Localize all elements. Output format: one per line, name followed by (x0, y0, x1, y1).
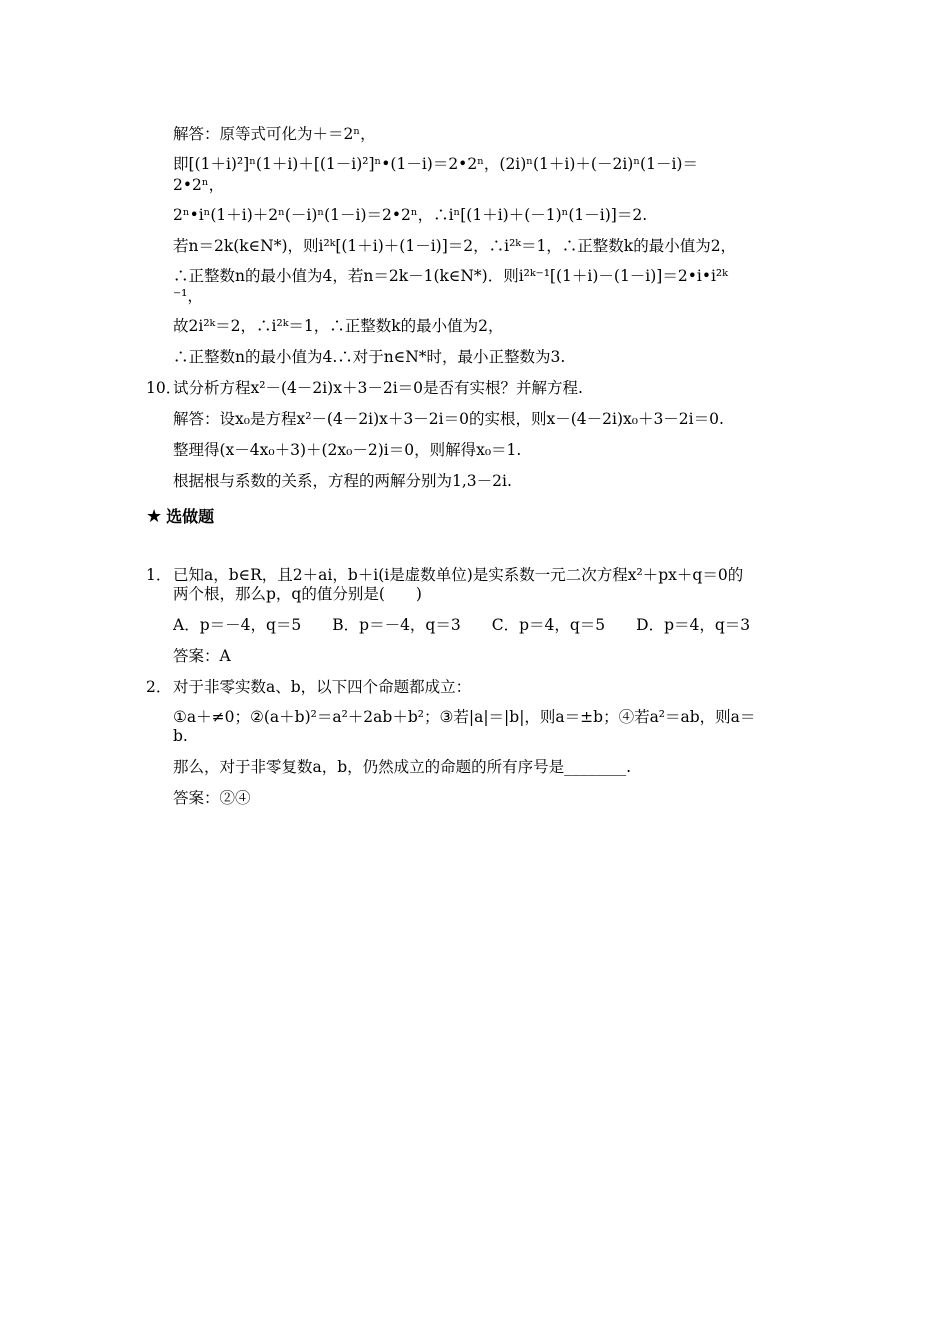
answer-key: 答案：②④ (173, 789, 251, 807)
answer-line: ∴正整数n的最小值为4，若n＝2k－1(k∈N*)．则i²ᵏ⁻¹[(1＋i)－(1－i)]＝2•i•i²ᵏ (173, 267, 728, 285)
question-number: 1． (146, 566, 172, 584)
answer-line: ⁻¹， (173, 287, 203, 305)
answer-key: 答案：A (173, 647, 231, 665)
answer-options: A．p＝－4，q＝5 B．p＝－4，q＝3 C．p＝4，q＝5 D．p＝4，q＝3 (173, 616, 751, 634)
question-text: 对于非零实数a、b，以下四个命题都成立： (173, 678, 472, 696)
answer-line: 2•2ⁿ， (173, 176, 225, 194)
answer-line: 解答：原等式可化为＋＝2ⁿ， (173, 125, 376, 143)
answer-line: 根据根与系数的关系，方程的两解分别为1,3－2i. (173, 472, 512, 490)
question-text: b. (173, 727, 188, 745)
question-text: ①a＋≠0；②(a＋b)²＝a²＋2ab＋b²；③若|a|＝|b|，则a＝±b；④若a²＝ab，则a＝ (173, 708, 756, 726)
answer-line: 整理得(x－4x₀＋3)＋(2x₀－2)i＝0，则解得x₀＝1. (173, 441, 522, 459)
section-heading-text: 选做题 (166, 507, 215, 526)
question-text: 两个根，那么p，q的值分别是( ) (173, 585, 422, 603)
section-heading (146, 506, 214, 528)
star-icon: ★ (146, 506, 163, 527)
question-text: 已知a，b∈R，且2＋ai，b＋i(i是虚数单位)是实系数一元二次方程x²＋px＋q＝0的 (173, 566, 744, 584)
answer-line: 解答：设x₀是方程x²－(4－2i)x＋3－2i＝0的实根，则x－(4－2i)x₀＋3－2i＝0. (173, 410, 724, 428)
answer-line: 若n＝2k(k∈N*)，则i²ᵏ[(1＋i)＋(1－i)]＝2，∴i²ᵏ＝1，∴正整数k的最小值为2， (173, 237, 737, 255)
answer-line: ∴正整数n的最小值为4.∴对于n∈N*时，最小正整数为3. (173, 348, 566, 366)
question-text: 那么，对于非零复数a，b，仍然成立的命题的所有序号是________. (173, 758, 632, 776)
answer-line: 2ⁿ•iⁿ(1＋i)＋2ⁿ(－i)ⁿ(1－i)＝2•2ⁿ，∴iⁿ[(1＋i)＋(－1)ⁿ(1－i)]＝2. (173, 206, 648, 224)
answer-line: 故2i²ᵏ＝2，∴i²ᵏ＝1，∴正整数k的最小值为2， (173, 317, 504, 335)
question-number: 2． (146, 678, 172, 696)
question-text: 试分析方程x²－(4－2i)x＋3－2i＝0是否有实根？并解方程. (173, 379, 583, 397)
question-number: 10． (146, 379, 182, 397)
answer-line: 即[(1＋i)²]ⁿ(1＋i)＋[(1－i)²]ⁿ•(1－i)＝2•2ⁿ，(2i)ⁿ(1＋i)＋(－2i)ⁿ(1－i)＝ (173, 155, 698, 173)
